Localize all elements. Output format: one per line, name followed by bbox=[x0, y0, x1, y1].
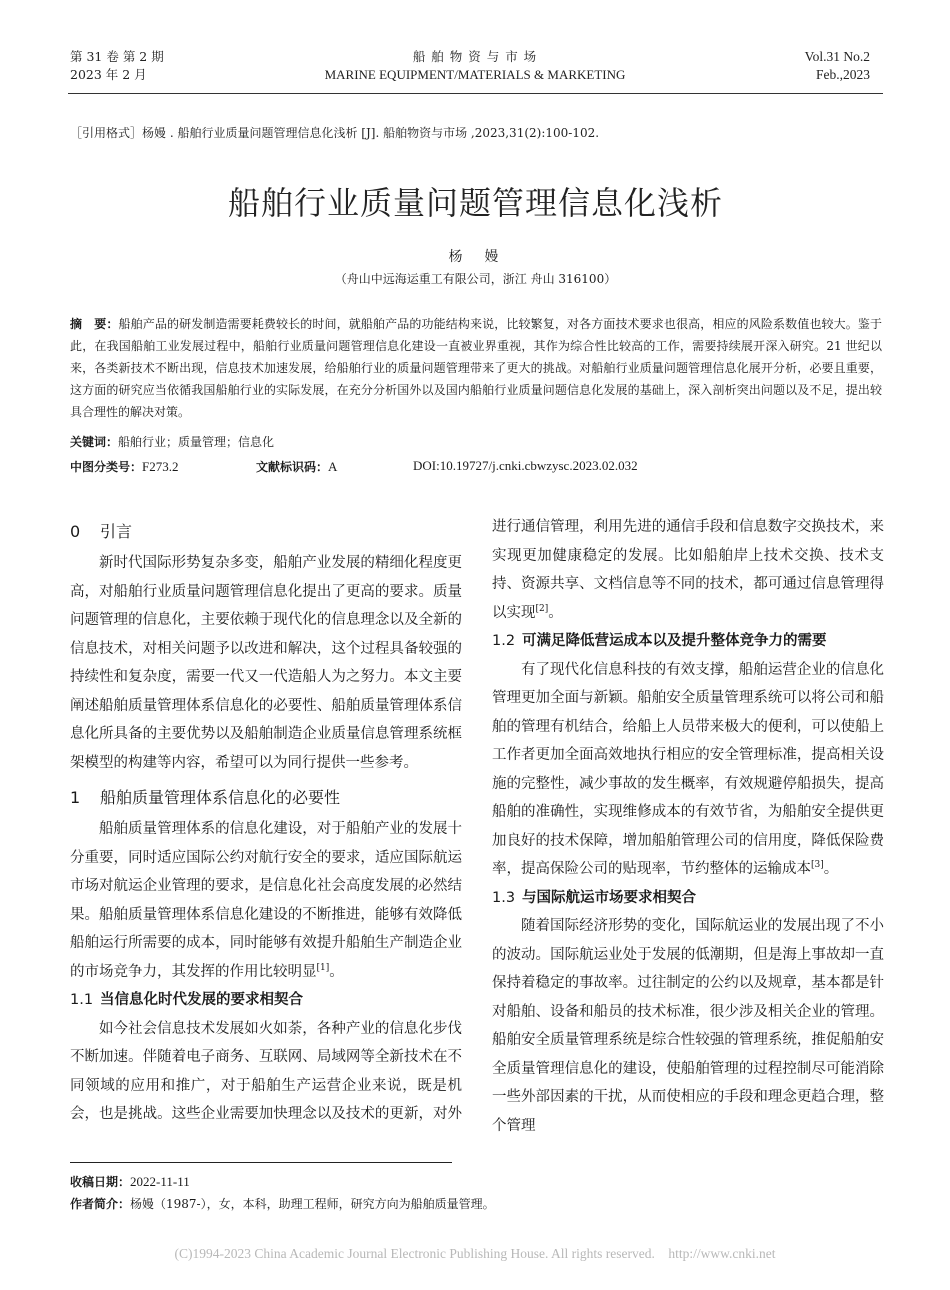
bio-label: 作者简介： bbox=[70, 1197, 131, 1211]
header-rule bbox=[68, 93, 883, 94]
paragraph bbox=[492, 656, 884, 884]
paragraph bbox=[70, 815, 462, 986]
section-title: 与国际航运市场要求相契合 bbox=[522, 889, 696, 906]
affiliation: （舟山中远海运重工有限公司，浙江 舟山 316100） bbox=[334, 272, 617, 286]
paragraph bbox=[70, 1015, 462, 1129]
footnote-rule bbox=[70, 1162, 452, 1163]
page-title: 船舶行业质量问题管理信息化浅析 bbox=[227, 184, 723, 222]
body-column-left bbox=[70, 513, 462, 1129]
section-number: 0 bbox=[70, 522, 81, 541]
journal-name-cn: 船 舶 物 资 与 市 场 bbox=[412, 49, 538, 64]
section-heading-1-3 bbox=[492, 884, 884, 913]
doc-code-value: A bbox=[328, 459, 338, 474]
bio-text: 杨嫚（1987-），女，本科，助理工程师，研究方向为船舶质量管理。 bbox=[130, 1197, 495, 1211]
received-value: 2022-11-11 bbox=[130, 1174, 190, 1189]
volume-issue: 第 31 卷 第 2 期 bbox=[70, 49, 164, 64]
received-date bbox=[70, 1172, 190, 1192]
paragraph-text: 船舶质量管理体系的信息化建设，对于船舶产业的发展十分重要，同时适应国际公约对航行安全的要求，适应国际航运市场对航运企业管理的要求，是信息化社会高度发展的必然结果。船舶质量管理体系信息化建设的不断推进，能够有效降低船舶运行所需要的成本，同时能够有效提升船舶生产制造企业的市场竞争力，其发挥的作用比较明显 bbox=[70, 821, 462, 980]
paragraph: 新时代国际形势复杂多变，船舶产业发展的精细化程度更高，对船舶行业质量问题管理信息化提出了更高的要求。质量问题管理的信息化，主要依赖于现代化的信息理念以及全新的信息技术，对相关问题予以改进和解决，这个过程具备较强的持续性和复杂度，需要一代又一代造船人为之努力。本文主要阐述船舶质量管理体系信息化的必要性、船舶质量管理体系信息化所具备的主要优势以及船舶制造企业质量信息管理系统框架模型的构建等内容，希望可以为同行提供一些参考。 bbox=[70, 555, 462, 771]
keywords-text: 船舶行业；质量管理；信息化 bbox=[118, 435, 275, 449]
body-column-right bbox=[492, 513, 884, 1140]
issue-date: 2023 年 2 月 bbox=[70, 67, 147, 82]
keywords bbox=[70, 433, 274, 450]
section-heading-0 bbox=[70, 517, 462, 547]
volume-en: Vol.31 No.2 bbox=[804, 49, 870, 64]
section-number: 1.3 bbox=[492, 889, 516, 906]
received-label: 收稿日期： bbox=[70, 1175, 131, 1189]
journal-name bbox=[250, 48, 700, 84]
date-en: Feb.,2023 bbox=[816, 67, 870, 82]
paragraph-end: 。 bbox=[548, 604, 563, 621]
section-title: 引言 bbox=[100, 522, 133, 541]
paragraph: 随着国际经济形势的变化，国际航运业的发展出现了不小的波动。国际航运业处于发展的低潮期，但是海上事故却一直保持着稳定的事故率。过往制定的公约以及规章，基本都是针对船舶、设备和船员的技术标准，很少涉及相关企业的管理。船舶安全质量管理系统是综合性较强的管理系统，推促船舶安全质量管理信息化的建设，使船舶管理的过程控制尽可能消除一些外部因素的干扰，从而使相应的手段和理念更趋合理，整个管理 bbox=[492, 918, 884, 1134]
doc-code-item bbox=[256, 458, 337, 475]
abstract-label: 摘 要： bbox=[70, 317, 119, 331]
journal-volume-issue bbox=[70, 48, 164, 84]
abstract bbox=[70, 313, 882, 423]
paragraph-end: 。 bbox=[823, 861, 839, 877]
section-title: 可满足降低营运成本以及提升整体竞争力的需要 bbox=[522, 633, 827, 649]
paragraph-text: 有了现代化信息科技的有效支撑，船舶运营企业的信息化管理更加全面与新颖。船舶安全质量管理系统可以将公司和船舶的管理有机结合，给船上人员带来极大的便利，可以使船上工作者更加全面高效地执行相应的安全管理标准，提高相关设施的完整性，减少事故的发生概率，有效规避停船损失，提高船舶的准确性，实现维修成本的有效节省，为船舶安全提供更加良好的技术保障，增加船舶管理公司的信用度，降低保险费率，提高保险公司的贴现率，节约整体的运输成本 bbox=[492, 661, 884, 877]
paragraph-text: 如今社会信息技术发展如火如荼，各种产业的信息化步伐不断加速。伴随着电子商务、互联网、局域网等全新技术在不同领域的应用和推广，对于船舶生产运营企业来说，既是机会，也是挑战。这些企业需要加快理念以及技术的更新，对外 bbox=[70, 1020, 462, 1122]
section-title: 当信息化时代发展的要求相契合 bbox=[100, 992, 303, 1008]
section-number: 1.1 bbox=[70, 992, 94, 1008]
abstract-text: 船舶产品的研发制造需要耗费较长的时间，就船舶产品的功能结构来说，比较繁复，对各方面技术要求也很高，相应的风险系数值也较大。鉴于此，在我国船舶工业发展过程中，船舶行业质量问题管理信息化建设一直被业界重视，其作为综合性比较高的工作，需要持续展开深入研究。21 世纪以来，各类新技术不断出现，信息技术加速发展，给船舶行业的质量问题管理带来了更大的挑战。对船舶行业质量问题管理信息化展开分析，必要且重要，这方面的研究应当依循我国船舶行业的实际发展，在充分分析国外以及国内船舶行业质量问题信息化发展的基础上，深入剖析突出问题以及不足，提出较具合理性的解决对策。 bbox=[70, 317, 882, 419]
paragraph-continued bbox=[492, 513, 884, 627]
citation-ref: [2] bbox=[535, 603, 549, 614]
paragraph-overflow bbox=[492, 513, 884, 627]
clc-item bbox=[70, 458, 179, 475]
section-title: 船舶质量管理体系信息化的必要性 bbox=[100, 788, 341, 807]
citation-text: 杨嫚 . 船舶行业质量问题管理信息化浅析 [J]. 船舶物资与市场 ,2023,31(2):100-102. bbox=[142, 126, 600, 140]
citation bbox=[70, 124, 599, 141]
author-bio bbox=[70, 1194, 495, 1214]
doc-code-label: 文献标识码： bbox=[256, 460, 329, 474]
keywords-label: 关键词： bbox=[70, 435, 119, 449]
citation-ref: [3] bbox=[811, 860, 824, 871]
section-heading-1 bbox=[70, 783, 462, 813]
paragraph-text: 进行通信管理，利用先进的通信手段和信息数字交换技术，来实现更加健康稳定的发展。比如船舶岸上技术交换、技术支持、资源共享、文档信息等不同的技术，都可通过信息管理得以实现 bbox=[492, 519, 884, 621]
journal-name-en: MARINE EQUIPMENT/MATERIALS & MARKETING bbox=[324, 67, 626, 82]
section-heading-1-2 bbox=[492, 627, 884, 656]
clc-label: 中图分类号： bbox=[70, 460, 143, 474]
copyright-notice: (C)1994-2023 China Academic Journal Electronic Publishing House. All rights reserved. http://www.cnki.net bbox=[174, 1246, 776, 1261]
section-heading-1-1 bbox=[70, 986, 462, 1015]
citation-ref: [1] bbox=[316, 962, 330, 973]
author: 杨 嫚 bbox=[448, 249, 503, 265]
journal-volume-en bbox=[805, 48, 870, 84]
paragraph-end: 。 bbox=[329, 963, 344, 980]
citation-label: ［引用格式］ bbox=[70, 126, 143, 140]
clc-value: F273.2 bbox=[142, 459, 179, 474]
section-number: 1 bbox=[70, 788, 81, 807]
doi: DOI:10.19727/j.cnki.cbwzysc.2023.02.032 bbox=[413, 458, 638, 473]
section-number: 1.2 bbox=[492, 633, 516, 649]
